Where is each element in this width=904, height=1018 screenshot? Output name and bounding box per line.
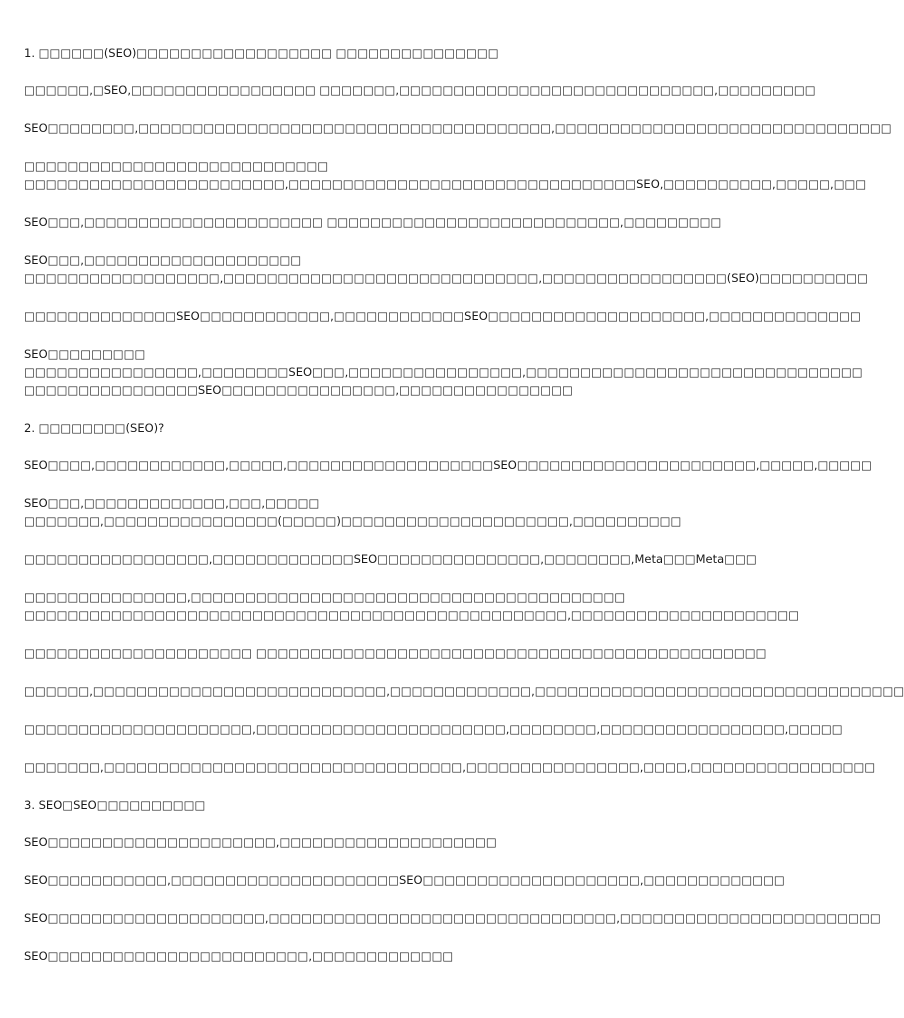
paragraph [24, 119, 892, 137]
text-line: SEO□□□□□□□□□□□,□□□□□□□□□□□□□□□□□□□□□SEO□□□□□□□□□□□□□□□□□□□□,□□□□□□□□□□□□□ [24, 873, 785, 887]
text-line: □□□□□□□□□□□□□□□□□□,□□□□□□□□□□□□□□□□□□□□□□□□□□□□□,□□□□□□□□□□□□□□□□□(SEO)□□□□□□□□□□ [24, 271, 868, 285]
paragraph [24, 494, 696, 530]
paragraph [24, 81, 816, 99]
section-heading [24, 419, 696, 437]
text-line: □□□□□□□,□□□□□□□□□□□□□□□□(□□□□□)□□□□□□□□□□□□□□□□□□□□□,□□□□□□□□□□ [24, 514, 682, 528]
text-line: □□□□□□,□SEO,□□□□□□□□□□□□□□□□□ □□□□□□□,□□□□□□□□□□□□□□□□□□□□□□□□□□□□□,□□□□□□□□□ [24, 83, 816, 97]
text-line: SEO□□□□□□□□□ [24, 347, 146, 361]
text-line: □□□□□□□□□□□□□□□□,□□□□□□□□SEO□□□,□□□□□□□□□□□□□□□□,□□□□□□□□□□□□□□□□□□□□□□□□□□□□□□□ [24, 365, 863, 379]
text-line: SEO□□□,□□□□□□□□□□□□□□□□□□□□□□ □□□□□□□□□□□□□□□□□□□□□□□□□□□,□□□□□□□□□ [24, 215, 722, 229]
text-line: □□□□□□□□□□□□□□□□□,□□□□□□□□□□□□□SEO□□□□□□□□□□□□□□□,□□□□□□□□,Meta□□□Meta□□□ [24, 552, 757, 566]
text-line: □□□□□□□,□□□□□□□□□□□□□□□□□□□□□□□□□□□□□□□□□,□□□□□□□□□□□□□□□□,□□□□,□□□□□□□□□□□□□□□□□ [24, 760, 876, 774]
text-line: □□□□□□,□□□□□□□□□□□□□□□□□□□□□□□□□□□,□□□□□□□□□□□□□,□□□□□□□□□□□□□□□□□□□□□□□□□□□□□□□□□□ [24, 684, 904, 698]
text-line: SEO□□□□□□□□,□□□□□□□□□□□□□□□□□□□□□□□□□□□□□□□□□□□□□□,□□□□□□□□□□□□□□□□□□□□□□□□□□□□□□□ [24, 121, 892, 135]
text-line: □□□□□□□□□□□□□□SEO□□□□□□□□□□□□,□□□□□□□□□□□□SEO□□□□□□□□□□□□□□□□□□□□,□□□□□□□□□□□□□□ [24, 309, 861, 323]
text-line: SEO□□□,□□□□□□□□□□□□□,□□□,□□□□□ [24, 496, 320, 510]
text-line: 1. □□□□□□(SEO)□□□□□□□□□□□□□□□□□□ □□□□□□□□□□□□□□□ [24, 46, 499, 60]
paragraph [24, 550, 757, 568]
text-line: 3. SEO□SEO□□□□□□□□□□ [24, 798, 206, 812]
paragraph [24, 871, 785, 889]
text-line: SEO□□□□□□□□□□□□□□□□□□□□,□□□□□□□□□□□□□□□□□□□□□□□□□□□□□□□□,□□□□□□□□□□□□□□□□□□□□□□□□ [24, 911, 881, 925]
text-line: □□□□□□□□□□□□□□□□SEO□□□□□□□□□□□□□□□□,□□□□□□□□□□□□□□□□ [24, 383, 573, 397]
text-line: 2. □□□□□□□□(SEO)? [24, 421, 165, 435]
paragraph [24, 909, 881, 927]
text-line: □□□□□□□□□□□□□□□,□□□□□□□□□□□□□□□□□□□□□□□□□□□□□□□□□□□□□□□□ [24, 590, 626, 604]
paragraph [24, 644, 767, 662]
paragraph [24, 588, 800, 624]
document-body [24, 44, 904, 985]
paragraph [24, 720, 843, 738]
paragraph [24, 307, 861, 325]
text-line: □□□□□□□□□□□□□□□□□□□□□□□□□□□□□□□□□□□□□□□□□□□□□□□□□□,□□□□□□□□□□□□□□□□□□□□□ [24, 608, 800, 622]
text-line: SEO□□□□□□□□□□□□□□□□□□□□□,□□□□□□□□□□□□□□□□□□□□ [24, 835, 497, 849]
section-heading [24, 796, 696, 814]
paragraph [24, 833, 696, 851]
paragraph [24, 456, 872, 474]
section-heading [24, 44, 696, 62]
paragraph [24, 251, 868, 287]
text-line: □□□□□□□□□□□□□□□□□□□□□□□□□□□□ [24, 159, 329, 173]
paragraph [24, 682, 904, 700]
paragraph [24, 758, 876, 776]
text-line: □□□□□□□□□□□□□□□□□□□□□□□□,□□□□□□□□□□□□□□□□□□□□□□□□□□□□□□□□SEO,□□□□□□□□□□,□□□□□,□□□ [24, 177, 867, 191]
text-line: SEO□□□,□□□□□□□□□□□□□□□□□□□□ [24, 253, 302, 267]
paragraph [24, 345, 863, 399]
text-line: □□□□□□□□□□□□□□□□□□□□□ □□□□□□□□□□□□□□□□□□□□□□□□□□□□□□□□□□□□□□□□□□□□□□□ [24, 646, 767, 660]
text-line: SEO□□□□,□□□□□□□□□□□□,□□□□□,□□□□□□□□□□□□□□□□□□□SEO□□□□□□□□□□□□□□□□□□□□□□,□□□□□,□□□□□ [24, 458, 872, 472]
paragraph [24, 213, 722, 231]
text-line: □□□□□□□□□□□□□□□□□□□□□,□□□□□□□□□□□□□□□□□□□□□□□,□□□□□□□□,□□□□□□□□□□□□□□□□□,□□□□□ [24, 722, 843, 736]
paragraph [24, 157, 867, 193]
paragraph [24, 947, 696, 965]
text-line: SEO□□□□□□□□□□□□□□□□□□□□□□□□,□□□□□□□□□□□□□ [24, 949, 454, 963]
